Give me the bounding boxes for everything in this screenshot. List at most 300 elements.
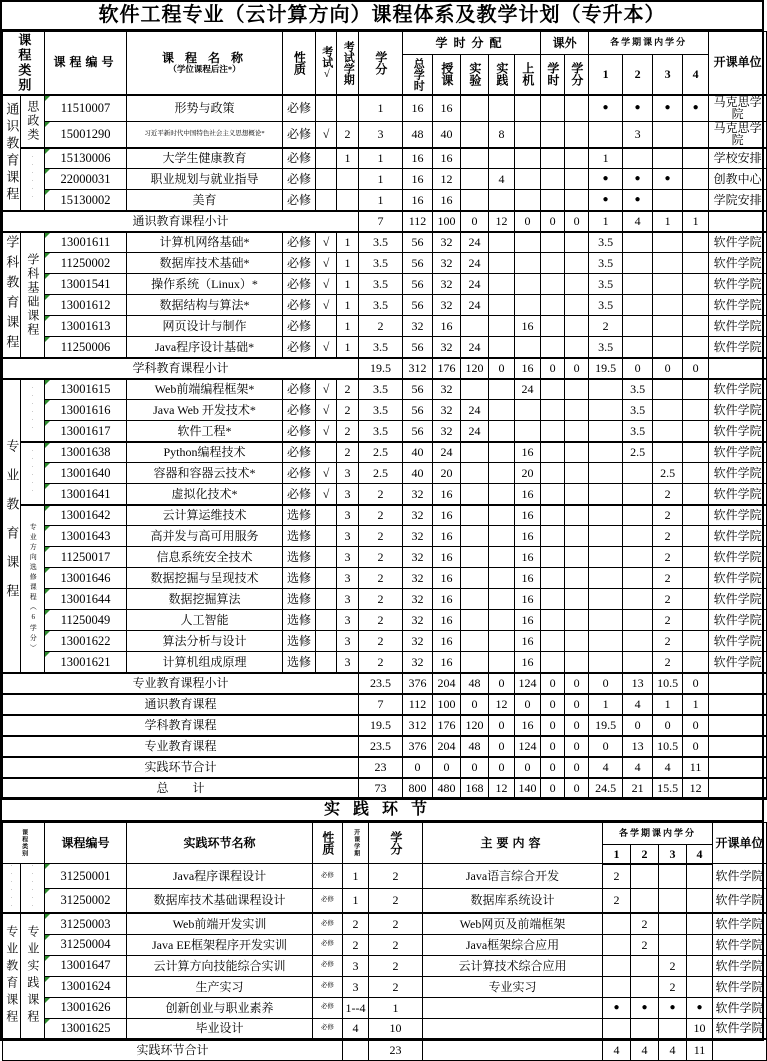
sem2-credit-cell — [623, 253, 653, 274]
name-cell: 高并发与高可用服务 — [127, 526, 283, 547]
lecture-hours-cell: 16 — [433, 316, 461, 337]
name-cell: 操作系统（Linux）* — [127, 274, 283, 295]
summary-value-cell: 0 — [489, 757, 515, 778]
unit-cell — [709, 715, 767, 736]
credits-cell: 2 — [359, 316, 403, 337]
code-cell: 13001625 — [45, 1018, 127, 1039]
name-cell: 数据挖掘算法 — [127, 589, 283, 610]
sem1-credit-cell — [603, 913, 631, 934]
subtotal-label: 学科教育课程小计 — [3, 358, 359, 379]
exam-term-cell: 2 — [337, 421, 359, 442]
t2-sem-group-header: 各学期课内学分 — [603, 823, 713, 845]
extracurricular-credits-cell — [565, 95, 589, 122]
sem4-credit-cell — [687, 976, 713, 997]
practice-hours-cell — [489, 274, 515, 295]
exam-term-cell: 2 — [337, 379, 359, 400]
credits-cell: 2.5 — [359, 463, 403, 484]
practice-hours-cell — [489, 379, 515, 400]
sem3-credit-cell — [653, 148, 683, 169]
nature-cell: 必修 — [283, 95, 316, 122]
name-cell: Java EE框架程序开发实训 — [127, 934, 313, 955]
code-cell: 13001624 — [45, 976, 127, 997]
term-cell: 4 — [343, 1018, 369, 1039]
unit-cell: 学校安排 — [709, 148, 767, 169]
content-cell: Java框架综合应用 — [423, 934, 603, 955]
sem3-credit-cell — [653, 121, 683, 148]
credits-cell: 3.5 — [359, 232, 403, 253]
name-cell: Java Web 开发技术* — [127, 400, 283, 421]
unit-cell: 软件学院 — [713, 913, 767, 934]
credits-cell: 1 — [359, 95, 403, 122]
t2-credits-header: 学分 — [369, 823, 423, 864]
term-cell: 1--4 — [343, 997, 369, 1018]
term-cell: 1 — [343, 889, 369, 914]
computer-hours-cell — [515, 148, 541, 169]
nature-cell: 必修 — [283, 274, 316, 295]
course-row — [3, 463, 767, 484]
sem1-credit-cell: 1 — [589, 148, 623, 169]
course-row — [3, 400, 767, 421]
summary-value-cell: 24.5 — [589, 778, 623, 799]
extracurricular-hours-cell — [541, 190, 565, 211]
summary-value-cell: 0 — [589, 736, 623, 757]
subtotal-value-cell: 19.5 — [359, 358, 403, 379]
experiment-hours-cell — [461, 505, 489, 526]
subtotal-value-cell: 100 — [433, 211, 461, 232]
extracurricular-credits-cell — [565, 589, 589, 610]
practice-hours-cell — [489, 400, 515, 421]
sem2-credit-cell — [631, 976, 659, 997]
code-cell: 13001615 — [45, 379, 127, 400]
course-row — [3, 253, 767, 274]
summary-value-cell: 800 — [403, 778, 433, 799]
total-hours-cell: 32 — [403, 316, 433, 337]
sem3-credit-cell — [659, 1018, 687, 1039]
lecture-hours-cell: 40 — [433, 121, 461, 148]
exam-term-cell: 3 — [337, 589, 359, 610]
course-row — [3, 526, 767, 547]
sem4-credit-cell — [683, 190, 709, 211]
sem1-credit-cell — [589, 463, 623, 484]
sem1-credit-cell — [603, 955, 631, 976]
extracurricular-hours-cell — [541, 148, 565, 169]
summary-value-cell: 0 — [623, 715, 653, 736]
experiment-hours-cell: 24 — [461, 400, 489, 421]
practice-hours-cell — [489, 442, 515, 463]
subtotal-value-cell: 48 — [461, 673, 489, 694]
sem4-credit-cell — [683, 295, 709, 316]
extracurricular-credits-cell — [565, 463, 589, 484]
sem1-credit-cell — [589, 442, 623, 463]
name-cell: 形势与政策 — [127, 95, 283, 122]
exam-term-cell: 3 — [337, 568, 359, 589]
practice-hours-cell — [489, 148, 515, 169]
subcategory-label: ······ — [21, 379, 45, 442]
exam-term-cell: 3 — [337, 484, 359, 505]
unit-cell: 软件学院 — [709, 589, 767, 610]
computer-hours-cell: 16 — [515, 484, 541, 505]
nature-cell: 选修 — [283, 568, 316, 589]
nature-cell: 必修 — [313, 934, 343, 955]
course-row — [3, 337, 767, 358]
sem3-total-cell: 4 — [659, 1039, 687, 1060]
sem1-credit-cell: 3.5 — [589, 295, 623, 316]
nature-cell: 必修 — [283, 337, 316, 358]
experiment-hours-cell — [461, 442, 489, 463]
sem2-credit-cell — [623, 505, 653, 526]
sem3-credit-cell — [653, 421, 683, 442]
total-hours-cell: 56 — [403, 253, 433, 274]
exam-term-cell: 3 — [337, 505, 359, 526]
practice-hours-cell — [489, 589, 515, 610]
practice-row — [3, 913, 767, 934]
total-hours-cell: 56 — [403, 400, 433, 421]
sem4-credit-cell — [683, 148, 709, 169]
category-label: 专业教育课程 — [3, 379, 21, 673]
lecture-hours-cell: 32 — [433, 274, 461, 295]
nature-cell: 必修 — [283, 253, 316, 274]
practice-hours-cell — [489, 190, 515, 211]
term-cell: 3 — [343, 955, 369, 976]
computer-hours-cell: 16 — [515, 610, 541, 631]
unit-cell — [709, 757, 767, 778]
experiment-hours-cell — [461, 379, 489, 400]
credits-cell: 2 — [369, 976, 423, 997]
sem2-credit-cell — [631, 955, 659, 976]
lecture-hours-header: 授课 — [433, 55, 461, 95]
practice-hours-cell — [489, 631, 515, 652]
computer-hours-cell — [515, 169, 541, 190]
subtotal-value-cell: 176 — [433, 358, 461, 379]
subcategory-label: ······ — [21, 148, 45, 211]
code-cell: 13001642 — [45, 505, 127, 526]
content-cell: 云计算技术综合应用 — [423, 955, 603, 976]
sem4-credit-cell — [683, 610, 709, 631]
nature-cell: 必修 — [313, 976, 343, 997]
subtotal-value-cell: 12 — [489, 211, 515, 232]
extracurricular-hours-cell — [541, 274, 565, 295]
credits-cell: 3.5 — [359, 400, 403, 421]
nature-cell: 必修 — [313, 955, 343, 976]
extracurricular-hours-cell — [541, 295, 565, 316]
summary-label: 总 计 — [3, 778, 359, 799]
total-hours-cell: 40 — [403, 442, 433, 463]
course-row — [3, 589, 767, 610]
sem2-credit-cell — [623, 484, 653, 505]
sem4-header: 4 — [683, 55, 709, 95]
course-row — [3, 379, 767, 400]
sem3-credit-cell: 2 — [653, 652, 683, 673]
extracurricular-hours-cell — [541, 526, 565, 547]
code-cell: 13001541 — [45, 274, 127, 295]
extracurricular-credits-cell — [565, 526, 589, 547]
summary-value-cell: 0 — [433, 757, 461, 778]
exam-term-header: 考试学期 — [337, 32, 359, 95]
course-row — [3, 505, 767, 526]
lecture-hours-cell: 16 — [433, 589, 461, 610]
practice-total-label: 实践环节合计 — [3, 1039, 343, 1060]
credits-cell: 2 — [359, 568, 403, 589]
sem3-credit-cell — [659, 913, 687, 934]
course-row — [3, 568, 767, 589]
content-cell — [423, 1018, 603, 1039]
sem1-credit-cell — [589, 547, 623, 568]
extracurricular-hours-cell — [541, 652, 565, 673]
total-hours-cell: 40 — [403, 463, 433, 484]
credits-cell: 3.5 — [359, 253, 403, 274]
exam-check-cell: √ — [316, 121, 337, 148]
exam-check-cell: √ — [316, 253, 337, 274]
name-cell: 创新创业与职业素养 — [127, 997, 313, 1018]
exam-check-cell — [316, 631, 337, 652]
sem3-credit-cell — [653, 232, 683, 253]
sem1-credit-cell: ● — [589, 169, 623, 190]
exam-term-cell: 3 — [337, 652, 359, 673]
extracurricular-hours-cell — [541, 169, 565, 190]
total-hours-cell: 56 — [403, 337, 433, 358]
lecture-hours-cell: 16 — [433, 610, 461, 631]
summary-value-cell: 19.5 — [359, 715, 403, 736]
category-label: 通识教育课程 — [3, 95, 21, 211]
exam-term-cell: 2 — [337, 400, 359, 421]
subtotal-value-cell: 0 — [623, 358, 653, 379]
name-cell: Python编程技术 — [127, 442, 283, 463]
exam-term-cell: 3 — [337, 610, 359, 631]
sem2-total-cell: 4 — [631, 1039, 659, 1060]
sem2-credit-cell — [631, 889, 659, 914]
experiment-hours-cell — [461, 610, 489, 631]
summary-value-cell: 0 — [565, 694, 589, 715]
summary-row — [3, 715, 767, 736]
nature-cell: 选修 — [283, 589, 316, 610]
unit-cell: 软件学院 — [709, 568, 767, 589]
name-cell: 人工智能 — [127, 610, 283, 631]
experiment-hours-cell: 24 — [461, 232, 489, 253]
summary-value-cell: 376 — [403, 736, 433, 757]
extracurricular-hours-cell — [541, 463, 565, 484]
sem4-credit-cell — [687, 955, 713, 976]
sem4-credit-cell — [687, 889, 713, 914]
summary-value-cell: 0 — [541, 715, 565, 736]
name-header — [127, 32, 283, 95]
subtotal-value-cell: 1 — [589, 211, 623, 232]
t2-category-header: 课程类别 — [3, 823, 45, 864]
computer-hours-cell — [515, 421, 541, 442]
sem3-credit-cell: 2 — [653, 484, 683, 505]
extracurricular-hours-cell — [541, 547, 565, 568]
code-header: 课程编号 — [45, 32, 127, 95]
code-cell: 13001641 — [45, 484, 127, 505]
sem4-credit-cell — [683, 400, 709, 421]
t2-sem2-header: 2 — [631, 845, 659, 864]
sem1-credit-cell — [589, 505, 623, 526]
sem4-credit-cell — [683, 442, 709, 463]
unit-cell: 软件学院 — [713, 889, 767, 914]
content-cell — [423, 997, 603, 1018]
sem3-credit-cell — [659, 934, 687, 955]
unit-cell: 软件学院 — [709, 337, 767, 358]
unit-cell: 软件学院 — [709, 526, 767, 547]
exam-term-cell: 3 — [337, 463, 359, 484]
sem2-credit-cell — [623, 547, 653, 568]
subtotal-value-cell: 13 — [623, 673, 653, 694]
extracurricular-group-header: 课外 — [541, 32, 589, 55]
computer-hours-cell — [515, 232, 541, 253]
extracurricular-hours-cell — [541, 95, 565, 122]
unit-cell: 软件学院 — [713, 997, 767, 1018]
total-hours-cell: 16 — [403, 169, 433, 190]
summary-value-cell: 12 — [489, 778, 515, 799]
subtotal-value-cell: 0 — [565, 673, 589, 694]
exam-check-cell: √ — [316, 295, 337, 316]
sem1-credit-cell — [589, 484, 623, 505]
name-cell: 算法分析与设计 — [127, 631, 283, 652]
course-row — [3, 547, 767, 568]
credits-cell: 2 — [359, 652, 403, 673]
summary-value-cell: 7 — [359, 694, 403, 715]
extracurricular-hours-cell — [541, 400, 565, 421]
subtotal-value-cell: 23.5 — [359, 673, 403, 694]
subtotal-value-cell: 0 — [541, 211, 565, 232]
practice-hours-cell — [489, 652, 515, 673]
lecture-hours-cell: 16 — [433, 95, 461, 122]
sem3-credit-cell — [653, 379, 683, 400]
nature-cell: 必修 — [313, 913, 343, 934]
practice-total-row — [3, 1039, 767, 1060]
exam-term-cell — [337, 169, 359, 190]
summary-value-cell: 1 — [683, 694, 709, 715]
lecture-hours-cell: 16 — [433, 148, 461, 169]
code-cell: 22000031 — [45, 169, 127, 190]
exam-term-cell — [337, 95, 359, 122]
summary-value-cell: 176 — [433, 715, 461, 736]
course-row — [3, 274, 767, 295]
extracurricular-credits-cell — [565, 442, 589, 463]
category-label: 学科教育课程 — [3, 232, 21, 358]
extracurricular-credits-cell — [565, 379, 589, 400]
sem1-credit-cell — [589, 652, 623, 673]
sem3-credit-cell — [653, 253, 683, 274]
exam-check-cell: √ — [316, 337, 337, 358]
experiment-hours-cell — [461, 484, 489, 505]
exam-check-cell: √ — [316, 379, 337, 400]
extracurricular-credits-cell — [565, 169, 589, 190]
course-row — [3, 421, 767, 442]
sem2-credit-cell — [623, 463, 653, 484]
sem4-credit-cell — [683, 484, 709, 505]
code-cell: 13001612 — [45, 295, 127, 316]
exam-check-cell — [316, 526, 337, 547]
sem3-credit-cell — [659, 889, 687, 914]
credits-cell: 2 — [359, 526, 403, 547]
extracurricular-hours-cell — [541, 589, 565, 610]
practice-table — [2, 822, 767, 1061]
sem4-credit-cell — [683, 568, 709, 589]
experiment-hours-cell: 24 — [461, 337, 489, 358]
name-cell: 数据库技术基础课程设计 — [127, 889, 313, 914]
sem4-credit-cell — [687, 864, 713, 889]
computer-hours-cell: 16 — [515, 442, 541, 463]
name-cell: 数据结构与算法* — [127, 295, 283, 316]
credits-cell: 2 — [369, 864, 423, 889]
nature-cell: 必修 — [313, 864, 343, 889]
total-hours-cell: 56 — [403, 295, 433, 316]
nature-cell: 选修 — [283, 526, 316, 547]
sem2-credit-cell: 2 — [631, 913, 659, 934]
summary-value-cell: 0 — [489, 736, 515, 757]
subtotal-value-cell: 1 — [653, 211, 683, 232]
sem4-credit-cell — [683, 652, 709, 673]
sem2-credit-cell: ● — [623, 169, 653, 190]
subtotal-value-cell: 0 — [683, 358, 709, 379]
unit-header: 开课单位 — [709, 32, 767, 95]
content-cell: Web网页及前端框架 — [423, 913, 603, 934]
code-cell: 13001638 — [45, 442, 127, 463]
subcategory-label: ······ — [21, 442, 45, 505]
sem3-credit-cell — [653, 400, 683, 421]
extracurricular-hours-cell — [541, 484, 565, 505]
unit-cell: 马克思学院 — [709, 95, 767, 122]
experiment-hours-cell — [461, 568, 489, 589]
computer-hours-cell — [515, 190, 541, 211]
lecture-hours-cell: 16 — [433, 631, 461, 652]
credits-cell: 2 — [359, 505, 403, 526]
extracurricular-credits-header: 学分 — [565, 55, 589, 95]
summary-value-cell: 4 — [623, 694, 653, 715]
sem3-credit-cell: 2 — [653, 547, 683, 568]
sem2-credit-cell — [623, 589, 653, 610]
summary-value-cell: 0 — [515, 694, 541, 715]
practice-hours-cell — [489, 547, 515, 568]
unit-cell: 软件学院 — [709, 631, 767, 652]
sem4-credit-cell — [687, 934, 713, 955]
total-hours-cell: 16 — [403, 148, 433, 169]
unit-cell: 软件学院 — [709, 232, 767, 253]
summary-label: 专业教育课程 — [3, 736, 359, 757]
nature-cell: 选修 — [283, 547, 316, 568]
exam-term-cell: 1 — [337, 316, 359, 337]
nature-cell: 必修 — [283, 148, 316, 169]
sem2-credit-cell — [623, 652, 653, 673]
summary-value-cell: 0 — [541, 778, 565, 799]
experiment-hours-cell — [461, 121, 489, 148]
sem3-credit-cell: 2 — [653, 568, 683, 589]
summary-value-cell: 48 — [461, 736, 489, 757]
summary-value-cell: 0 — [403, 757, 433, 778]
credits-cell: 3.5 — [359, 274, 403, 295]
unit-cell: 软件学院 — [713, 1018, 767, 1039]
experiment-hours-header: 实验 — [461, 55, 489, 95]
practice-hours-header: 实践 — [489, 55, 515, 95]
credits-cell: 1 — [359, 148, 403, 169]
course-row — [3, 631, 767, 652]
sem1-credit-cell: 2 — [589, 316, 623, 337]
category-label: 专业教育课程 — [3, 913, 21, 1039]
extracurricular-credits-cell — [565, 148, 589, 169]
category-label: ······ — [3, 864, 21, 914]
lecture-hours-cell: 16 — [433, 505, 461, 526]
lecture-hours-cell: 32 — [433, 253, 461, 274]
name-cell: Java程序课程设计 — [127, 864, 313, 889]
name-cell: 美育 — [127, 190, 283, 211]
sem2-credit-cell: ● — [631, 997, 659, 1018]
code-cell: 11250002 — [45, 253, 127, 274]
code-cell: 31250004 — [45, 934, 127, 955]
subtotal-value-cell: 0 — [461, 211, 489, 232]
extracurricular-hours-cell — [541, 337, 565, 358]
unit-cell: 软件学院 — [709, 274, 767, 295]
summary-value-cell: 0 — [565, 778, 589, 799]
